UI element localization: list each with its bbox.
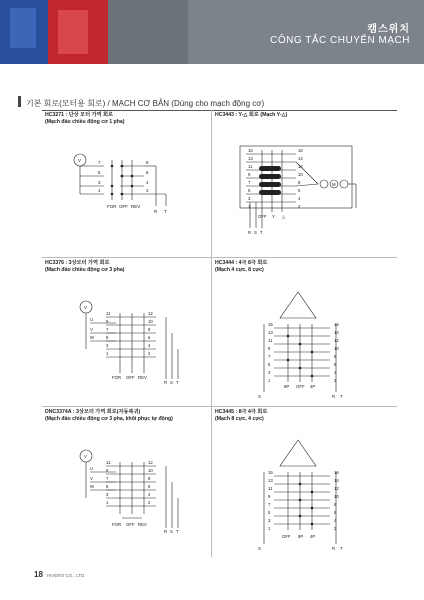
svg-text:9: 9 [248, 172, 251, 177]
svg-text:REV: REV [138, 522, 147, 527]
svg-text:16: 16 [334, 322, 339, 327]
svg-text:OFF: OFF [119, 204, 128, 209]
svg-text:W: W [90, 484, 95, 489]
svg-text:10: 10 [334, 494, 339, 499]
diagram-hc3443 [226, 140, 386, 240]
banner-title-vietnamese: CÔNG TẮC CHUYỂN MẠCH [270, 35, 410, 46]
svg-text:T: T [176, 380, 179, 385]
svg-text:3: 3 [106, 492, 109, 497]
svg-text:OFF: OFF [126, 522, 135, 527]
svg-text:7: 7 [106, 476, 109, 481]
svg-text:14: 14 [334, 330, 339, 335]
svg-text:11: 11 [268, 486, 273, 491]
svg-text:10: 10 [148, 319, 153, 324]
svg-text:S: S [258, 546, 261, 551]
svg-text:T: T [340, 394, 343, 399]
svg-text:6: 6 [334, 510, 337, 515]
svg-text:R: R [164, 529, 168, 534]
svg-text:11: 11 [106, 460, 111, 465]
svg-text:12: 12 [334, 338, 339, 343]
svg-text:T: T [164, 209, 167, 214]
svg-text:2: 2 [148, 351, 151, 356]
svg-text:5: 5 [106, 335, 109, 340]
svg-text:7: 7 [248, 180, 251, 185]
svg-text:5: 5 [268, 362, 271, 367]
table-divider-row1 [42, 257, 397, 258]
svg-text:4P: 4P [310, 384, 316, 389]
svg-text:R: R [332, 546, 336, 551]
panel-title-hc3443: HC3443 : Y-△ 회로 (Mạch Y-△) [215, 112, 288, 118]
svg-text:6: 6 [146, 170, 149, 175]
svg-text:8P: 8P [284, 384, 290, 389]
svg-text:5: 5 [98, 170, 101, 175]
svg-text:9: 9 [268, 346, 271, 351]
page-footer [34, 570, 85, 579]
panel-title-dnc3374a: DNC3374A : 3상모터 가역 회로(자동복귀) (Mạch đảo chiều động cơ 3 pha, khôi phục tự động) [45, 409, 173, 422]
svg-text:R: R [332, 394, 336, 399]
diagram-hc3376 [76, 293, 196, 385]
svg-text:3: 3 [98, 180, 101, 185]
svg-text:REV: REV [138, 375, 147, 380]
svg-text:3: 3 [268, 518, 271, 523]
svg-text:5: 5 [106, 484, 109, 489]
svg-text:11: 11 [268, 338, 273, 343]
svg-text:V: V [84, 305, 87, 310]
svg-text:R: R [248, 230, 252, 235]
banner-title-korean: 캠스위치 [367, 24, 410, 35]
svg-text:FOR: FOR [112, 375, 122, 380]
svg-text:9: 9 [268, 494, 271, 499]
section-heading: 기본 회로(모터용 회로) / MẠCH CƠ BẢN (Dùng cho mạch động cơ) [26, 99, 265, 108]
svg-text:8: 8 [334, 354, 337, 359]
panel-title-hc3445: HC3445 : 8극 4극 회로 (Mạch 8 cực, 4 cực) [215, 409, 268, 422]
svg-text:FOR: FOR [107, 204, 117, 209]
svg-text:8: 8 [334, 502, 337, 507]
svg-text:T: T [340, 546, 343, 551]
company-name: HIVERO CO., LTD. [46, 573, 86, 578]
table-divider-row2 [42, 406, 397, 407]
svg-text:2: 2 [146, 188, 149, 193]
svg-text:6: 6 [334, 362, 337, 367]
svg-text:8: 8 [146, 160, 149, 165]
svg-text:9: 9 [106, 468, 109, 473]
svg-text:16: 16 [334, 470, 339, 475]
svg-text:T: T [260, 230, 263, 235]
svg-text:R: R [164, 380, 168, 385]
svg-text:1: 1 [268, 378, 271, 383]
svg-text:U: U [90, 466, 94, 471]
svg-text:5: 5 [248, 188, 251, 193]
svg-text:2: 2 [148, 500, 151, 505]
svg-text:Y: Y [272, 214, 275, 219]
svg-text:11: 11 [248, 164, 253, 169]
svg-text:1: 1 [106, 351, 109, 356]
svg-text:11: 11 [106, 311, 111, 316]
svg-text:10: 10 [148, 468, 153, 473]
svg-text:6: 6 [148, 484, 151, 489]
svg-text:15: 15 [268, 322, 273, 327]
svg-text:14: 14 [334, 478, 339, 483]
svg-text:S: S [258, 394, 261, 399]
svg-text:12: 12 [334, 486, 339, 491]
svg-text:13: 13 [248, 156, 253, 161]
svg-text:4P: 4P [310, 534, 316, 539]
svg-text:3: 3 [106, 343, 109, 348]
svg-text:U: U [90, 317, 94, 322]
svg-text:S: S [170, 380, 173, 385]
svg-text:4: 4 [148, 343, 151, 348]
banner-photo [0, 0, 424, 64]
meter-label: V [78, 158, 82, 163]
diagram-hc3444 [252, 288, 362, 400]
svg-text:REV: REV [131, 204, 141, 209]
svg-text:9: 9 [106, 319, 109, 324]
svg-text:OFF: OFF [296, 384, 305, 389]
svg-text:W: W [90, 335, 95, 340]
svg-text:14: 14 [298, 156, 303, 161]
svg-text:2: 2 [334, 378, 337, 383]
svg-text:6: 6 [148, 335, 151, 340]
svg-text:8: 8 [148, 327, 151, 332]
panel-title-hc3444: HC3444 : 4극 8극 회로 (Mạch 4 cực, 8 cực) [215, 260, 268, 273]
svg-text:1: 1 [248, 204, 251, 209]
svg-text:S: S [170, 529, 173, 534]
diagram-dnc3374a [76, 442, 196, 536]
svg-text:V: V [84, 454, 87, 459]
svg-text:S: S [254, 230, 257, 235]
svg-text:OFF: OFF [126, 375, 135, 380]
svg-text:15: 15 [268, 470, 273, 475]
svg-text:7: 7 [268, 502, 271, 507]
page-number: 18 [34, 570, 43, 579]
svg-text:13: 13 [268, 478, 273, 483]
svg-text:8: 8 [148, 476, 151, 481]
svg-text:8P: 8P [298, 534, 304, 539]
svg-text:2: 2 [334, 526, 337, 531]
panel-title-hc3376: HC3376 : 3상모터 가역 회로 (Mạch đảo chiều động cơ 3 pha) [45, 260, 125, 273]
svg-text:T: T [176, 529, 179, 534]
svg-text:OFF: OFF [258, 214, 267, 219]
svg-text:10: 10 [298, 172, 303, 177]
svg-text:1: 1 [268, 526, 271, 531]
svg-text:R: R [154, 209, 158, 214]
svg-text:15: 15 [248, 148, 253, 153]
svg-text:OFF: OFF [282, 534, 291, 539]
diagram-hc3271 [60, 148, 190, 218]
svg-text:3: 3 [268, 370, 271, 375]
svg-text:7: 7 [268, 354, 271, 359]
svg-text:10: 10 [334, 346, 339, 351]
svg-text:12: 12 [148, 311, 153, 316]
svg-text:3: 3 [248, 196, 251, 201]
svg-text:7: 7 [106, 327, 109, 332]
svg-text:1: 1 [98, 188, 101, 193]
section-marker [18, 96, 21, 107]
svg-text:2: 2 [298, 204, 301, 209]
svg-text:V: V [90, 476, 93, 481]
svg-text:12: 12 [148, 460, 153, 465]
svg-text:1: 1 [106, 500, 109, 505]
header-banner [0, 0, 424, 64]
svg-text:4: 4 [298, 196, 301, 201]
table-divider-vertical [211, 110, 212, 557]
svg-text:FOR: FOR [112, 522, 122, 527]
svg-text:△: △ [282, 214, 286, 219]
svg-text:7: 7 [98, 160, 101, 165]
svg-text:13: 13 [268, 330, 273, 335]
diagram-hc3445 [252, 436, 362, 552]
svg-text:6: 6 [298, 188, 301, 193]
svg-text:12: 12 [298, 164, 303, 169]
svg-text:V: V [90, 327, 93, 332]
svg-text:4: 4 [146, 180, 149, 185]
motor-label: M [332, 182, 336, 187]
svg-text:5: 5 [268, 510, 271, 515]
panel-title-hc3271: HC3271 : 단상 모터 가역 회로 (Mạch đảo chiều động cơ 1 pha) [45, 112, 125, 125]
svg-text:4: 4 [334, 370, 337, 375]
svg-text:4: 4 [148, 492, 151, 497]
svg-text:8: 8 [298, 180, 301, 185]
svg-text:16: 16 [298, 148, 303, 153]
svg-text:4: 4 [334, 518, 337, 523]
